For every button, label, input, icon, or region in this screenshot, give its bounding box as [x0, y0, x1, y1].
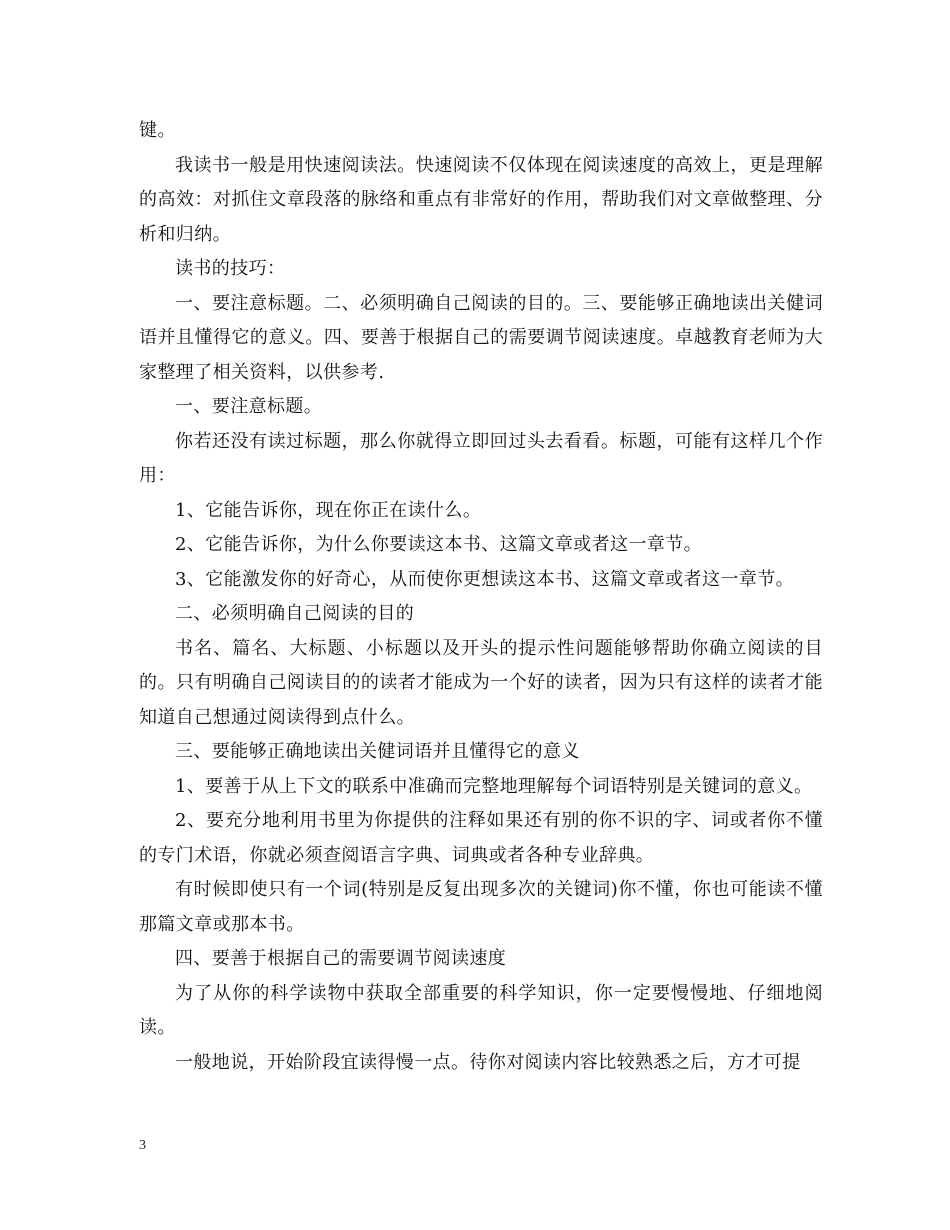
paragraph: 我读书一般是用快速阅读法。快速阅读不仅体现在阅读速度的高效上，更是理解的高效：对抓住文章段落的脉络和重点有非常好的作用，帮助我们对文章做整理、分析和归纳。: [139, 154, 823, 245]
section-heading: 一、要注意标题。: [175, 396, 323, 417]
paragraph: 一般地说，开始阶段宜读得慢一点。待你对阅读内容比较熟悉之后，方才可提: [175, 1051, 801, 1073]
section-heading: 四、要善于根据自己的需要调节阅读速度: [175, 948, 507, 969]
list-item: 1、要善于从上下文的联系中准确而完整地理解每个词语特别是关键词的意义。: [175, 775, 813, 797]
page-number: 3: [139, 1138, 146, 1153]
document-body: [139, 114, 823, 1080]
paragraph: 读书的技巧：: [175, 258, 286, 279]
paragraph: 有时候即使只有一个词(特别是反复出现多次的关键词)你不懂，你也可能读不懂那篇文章或那本书。: [139, 879, 823, 935]
paragraph: 书名、篇名、大标题、小标题以及开头的提示性问题能够帮助你确立阅读的目的。只有明确自己阅读目的的读者才能成为一个好的读者，因为只有这样的读者才能知道自己想通过阅读得到点什么。: [139, 637, 823, 728]
paragraph: 键。: [139, 120, 176, 141]
list-item: 2、要充分地利用书里为你提供的注释如果还有别的你不识的字、词或者你不懂的专门术语，你就必须查阅语言字典、词典或者各种专业辞典。: [139, 810, 823, 866]
paragraph: 一、要注意标题。二、必须明确自己阅读的目的。三、要能够正确地读出关健词语并且懂得它的意义。四、要善于根据自己的需要调节阅读速度。卓越教育老师为大家整理了相关资料，以供参考.: [139, 292, 823, 383]
section-heading: 二、必须明确自己阅读的目的: [175, 603, 415, 624]
paragraph: 你若还没有读过标题，那么你就得立即回过头去看看。标题，可能有这样几个作用：: [139, 430, 823, 486]
list-item: 2、它能告诉你，为什么你要读这本书、这篇文章或者这一章节。: [175, 534, 703, 555]
section-heading: 三、要能够正确地读出关健词语并且懂得它的意义: [175, 741, 580, 762]
paragraph: 为了从你的科学读物中获取全部重要的科学知识，你一定要慢慢地、仔细地阅读。: [139, 982, 823, 1038]
list-item: 3、它能激发你的好奇心，从而使你更想读这本书、这篇文章或者这一章节。: [175, 568, 795, 590]
list-item: 1、它能告诉你，现在你正在读什么。: [175, 499, 482, 521]
